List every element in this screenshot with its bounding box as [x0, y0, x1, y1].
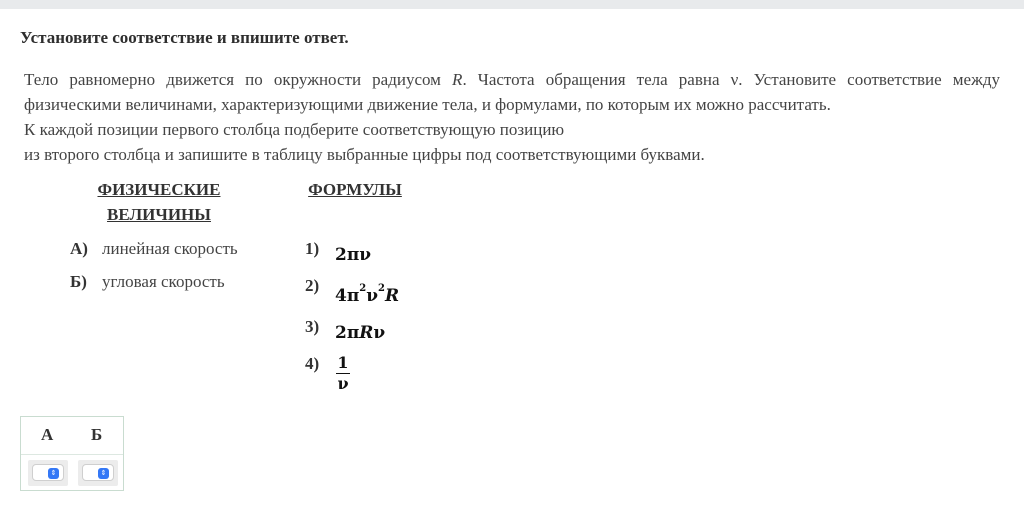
problem-statement	[24, 67, 1000, 167]
answer-column-b: Б	[91, 425, 103, 444]
formula-2-coef: 4π	[335, 286, 360, 306]
formula-1: 2πν	[335, 245, 372, 265]
answer-table-divider	[21, 454, 123, 455]
formula-4-denominator: ν	[337, 374, 349, 393]
column-header-quantities-line2: ВЕЛИЧИНЫ	[107, 205, 211, 224]
formula-3	[335, 323, 385, 343]
formula-number-3: 3)	[305, 317, 320, 336]
column-header-formulas: ФОРМУЛЫ	[308, 180, 402, 199]
problem-paragraph	[24, 67, 1000, 117]
quantity-angular-speed: угловая скорость	[102, 272, 225, 291]
radius-symbol: R	[452, 70, 463, 89]
formula-2-var: ν	[366, 286, 379, 306]
column-header-quantities	[82, 177, 236, 227]
formula-2-exp2: 2	[378, 283, 386, 294]
problem-text-part2: . Частота обращения тела равна ν. Установите соответствие между физическими величинами, характеризующими движение тела, и формулами, по которым их можно рассчитать.	[24, 70, 1000, 114]
formula-4-fraction	[336, 354, 350, 393]
formula-number-2: 2)	[305, 276, 320, 295]
formula-3-post: ν	[373, 323, 386, 343]
answer-a-select[interactable]	[32, 464, 64, 481]
formula-2-exp1: 2	[359, 283, 367, 294]
updown-chevron-icon[interactable]: ⇕	[98, 468, 109, 479]
updown-chevron-icon[interactable]: ⇕	[48, 468, 59, 479]
column-header-quantities-line1: ФИЗИЧЕСКИЕ	[97, 180, 221, 199]
answer-column-a: А	[41, 425, 54, 444]
answer-b-select[interactable]	[82, 464, 114, 481]
formula-number-1: 1)	[305, 239, 320, 258]
answer-b-cell	[78, 460, 118, 486]
top-bar	[0, 0, 1024, 9]
quantity-linear-speed: линейная скорость	[102, 239, 238, 258]
quantity-letter-a: А)	[70, 239, 88, 258]
formula-number-4: 4)	[305, 354, 320, 373]
formula-2	[335, 283, 400, 306]
formula-2-tail: R	[385, 286, 400, 306]
problem-line3: К каждой позиции первого столбца подберите соответствующую позицию	[24, 120, 565, 139]
problem-line4: из второго столбца и запишите в таблицу выбранные цифры под соответствующими буквами.	[24, 145, 705, 164]
task-heading: Установите соответствие и впишите ответ.	[20, 28, 349, 47]
answer-table	[20, 416, 124, 491]
formula-3-var: R	[359, 323, 374, 343]
quantity-letter-b: Б)	[70, 272, 87, 291]
formula-3-pre: 2π	[335, 323, 360, 343]
problem-text-part1: Тело равномерно движется по окружности радиусом	[24, 70, 453, 89]
answer-a-cell	[28, 460, 68, 486]
formula-4-numerator: 1	[337, 353, 349, 372]
